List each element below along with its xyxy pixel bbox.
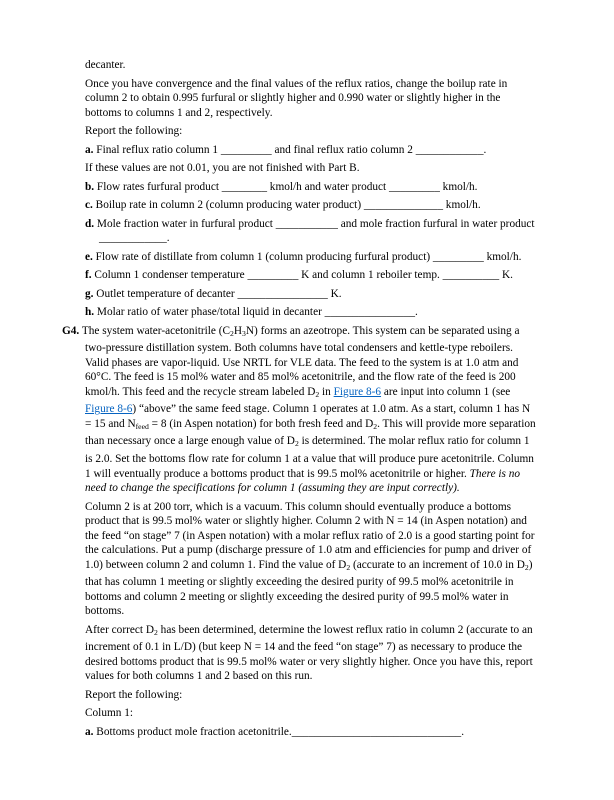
para-report-following-1 xyxy=(85,124,536,139)
text-run: 2 xyxy=(524,562,529,572)
text-run: are input into column 1 (see xyxy=(381,385,511,398)
text-run: 2 xyxy=(373,421,378,431)
text-run: decanter. xyxy=(85,59,126,71)
text-run: e. xyxy=(85,250,93,263)
para-g4-problem xyxy=(62,324,536,496)
text-run: 2 xyxy=(230,328,234,338)
text-run: 3 xyxy=(242,328,246,338)
item-e-distillate-flow xyxy=(85,250,536,265)
text-run: There is no need to change the specifications for column 1 (assuming they are input correctly). xyxy=(85,467,521,495)
text-run: a. xyxy=(85,143,94,156)
text-run: g. xyxy=(85,287,94,300)
text-run: d. xyxy=(85,217,95,230)
item-g-decanter-temp xyxy=(85,287,536,302)
text-run: Report the following: xyxy=(85,125,183,137)
text-run: H xyxy=(233,324,243,337)
para-if-values-note xyxy=(85,161,536,176)
text-run: = 8 (in Aspen notation) for both fresh feed and D xyxy=(148,417,374,430)
text-run: Report the following: xyxy=(85,688,183,701)
para-after-correct-d2 xyxy=(85,623,536,684)
text-run: b. xyxy=(85,180,95,193)
text-run: Bottoms product mole fraction acetonitrile.______________________________. xyxy=(93,725,465,738)
text-run: f. xyxy=(85,269,92,281)
para-decanter xyxy=(85,58,536,73)
text-run: (accurate to an increment of 10.0 in D xyxy=(350,558,525,571)
text-run: a. xyxy=(85,725,94,738)
text-run: . This will provide more separation than necessary once a large enough value of D xyxy=(85,417,536,448)
text-run: feed xyxy=(135,421,149,431)
para-report-following-2 xyxy=(85,688,536,703)
document-content xyxy=(62,58,536,743)
text-run: Column 2 is at 200 torr, which is a vacuum. This column should eventually produce a bottoms product that is 99.5 mol% water or slightly higher. Column 2 with N = 14 (in Aspen notation) and the feed “on stage” 7 (in Aspen notation) with a molar reflux ratio of 2.0 is a good starting point for the calculations. Put a pump (discharge pressure of 1.0 atm and efficiencies for pump and driver of 1.0) between column 2 and column 1. Find the value of D xyxy=(85,500,535,571)
text-run: Mole fraction water in furfural product ___________ and mole fraction furfural in water product ____________. xyxy=(94,217,535,244)
text-run: The system water-acetonitrile (C xyxy=(79,324,231,337)
text-run: ) that has column 1 meeting or slightly exceeding the desired purity of 99.5 mol% acetonitrile in bottoms and column 2 meeting or slightly exceeding the desired purity of 99.5 mol% water in bottoms. xyxy=(85,558,533,618)
text-run: in xyxy=(319,385,334,398)
item-h-molar-ratio xyxy=(85,305,536,320)
text-run: Column 1 condenser temperature _________ K and column 1 reboiler temp. __________ K. xyxy=(91,269,513,281)
figure-8-6-link[interactable]: Figure 8-6 xyxy=(333,385,382,398)
para-column2-setup xyxy=(85,500,536,619)
text-run: Final reflux ratio column 1 _________ and final reflux ratio column 2 ____________. xyxy=(93,143,487,156)
item-b-flow-rates xyxy=(85,180,536,195)
text-run: Once you have convergence and the final values of the reflux ratios, change the boilup rate in column 2 to obtain 0.995 furfural or slightly higher and 0.990 water or slightly higher in the bottoms to columns 1 and 2, respectively. xyxy=(85,77,508,119)
item-d-mole-fractions xyxy=(85,217,536,246)
text-run: G4. xyxy=(62,324,80,337)
para-column1-label xyxy=(85,706,536,721)
item-a-bottoms-mole-fraction xyxy=(85,725,536,740)
text-run: ) “above” the same feed stage. Column 1 operates at 1.0 atm. As a start, column 1 has N = 15 and N xyxy=(85,403,531,430)
text-run: c. xyxy=(85,199,93,211)
text-run: Boilup rate in column 2 (column producing water product) ______________ kmol/h. xyxy=(92,199,481,211)
text-run: After correct D xyxy=(85,623,154,636)
text-run: 2 xyxy=(294,439,299,449)
text-run: Flow rate of distillate from column 1 (column producing furfural product) _________ kmol/h. xyxy=(92,250,522,263)
item-c-boilup-rate xyxy=(85,198,536,213)
text-run: 2 xyxy=(154,627,158,637)
text-run: 2 xyxy=(315,389,320,399)
text-run: is determined. The molar reflux ratio for column 1 is 2.0. Set the bottoms flow rate for column 1 at a value that will produce pure acetonitrile. Column 1 will eventually produce a bottoms product that is 99.5 mol% acetonitrile or higher. xyxy=(85,435,534,480)
text-run: Outlet temperature of decanter ________________ K. xyxy=(93,287,342,300)
para-convergence xyxy=(85,77,536,121)
text-run: h. xyxy=(85,306,95,318)
text-run: 2 xyxy=(346,562,351,572)
item-a-reflux-ratios xyxy=(85,143,536,158)
text-run: has been determined, determine the lowest reflux ratio in column 2 (accurate to an increment of 0.1 in L/D) (but keep N = 14 and the feed “on stage” 7) as necessary to produce the desired bottoms product that is 99.5 mol% water or very slightly higher. Once you have this, report values for both columns 1 and 2 based on this run. xyxy=(85,623,533,683)
text-run: Molar ratio of water phase/total liquid in decanter ________________. xyxy=(94,306,418,318)
text-run: If these values are not 0.01, you are not finished with Part B. xyxy=(85,162,360,174)
text-run: Flow rates furfural product ________ kmol/h and water product _________ kmol/h. xyxy=(94,180,478,193)
text-run: N) forms an azeotrope. This system can be separated using a two-pressure distillation system. Both columns have total condensers and kettle-type reboilers. Valid phases are vapor-liquid. Use NRTL for VLE data. The feed to the system is at 1.0 atm and 60°C. The feed is 15 mol% water and 85 mol% acetonitrile, and the flow rate of the feed is 200 kmol/h. This feed and the recycle stream labeled D xyxy=(85,324,520,398)
figure-8-6-link[interactable]: Figure 8-6 xyxy=(85,403,133,416)
text-run: Column 1: xyxy=(85,707,134,720)
item-f-temperatures xyxy=(85,268,536,283)
